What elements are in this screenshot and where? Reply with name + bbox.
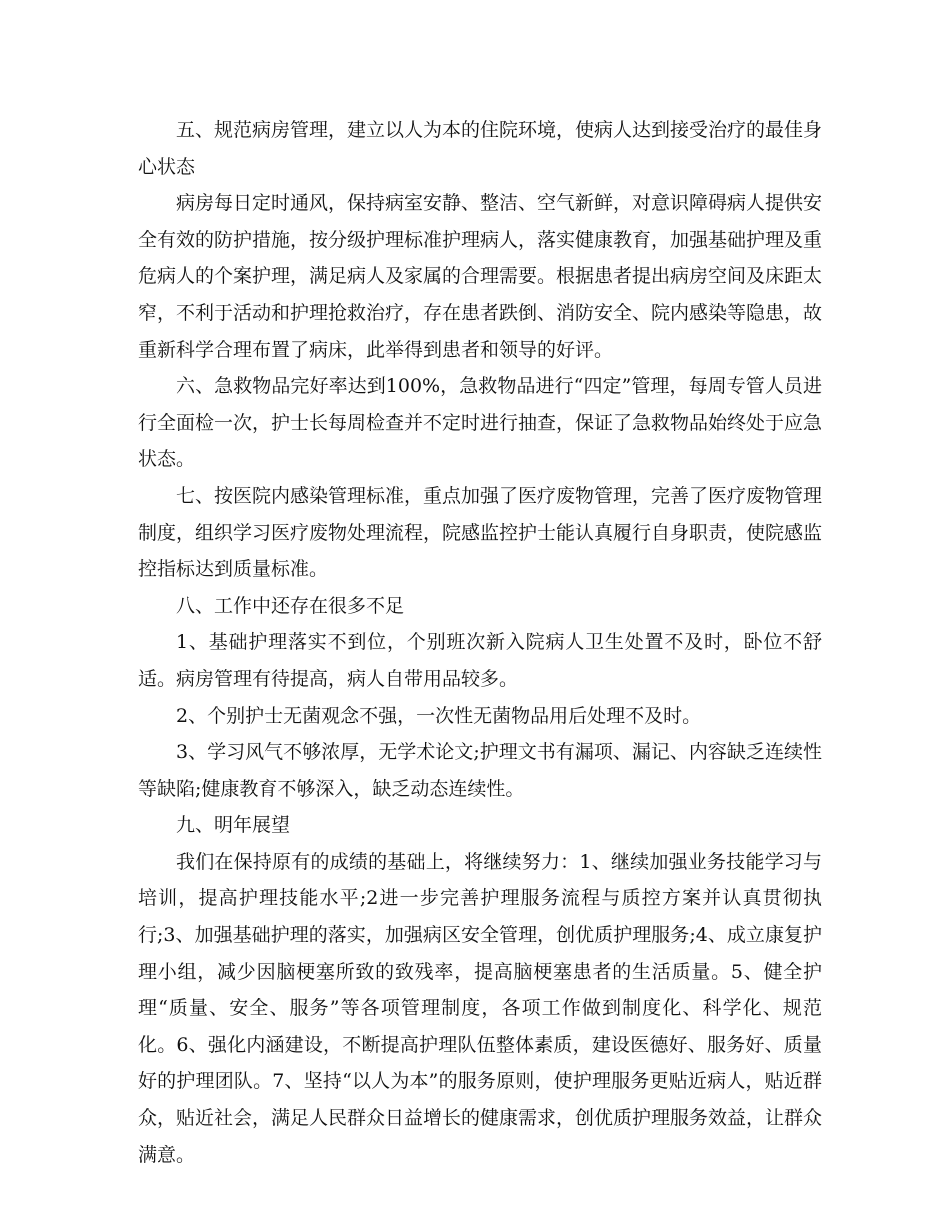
list-item-shortcoming-3: 3、学习风气不够浓厚，无学术论文;护理文书有漏项、漏记、内容缺乏连续性等缺陷;健康教育不够深入，缺乏动态连续性。: [138, 741, 822, 800]
paragraph-outlook-details: 我们在保持原有的成绩的基础上，将继续努力：1、继续加强业务技能学习与培训，提高护理技能水平;2进一步完善护理服务流程与质控方案并认真贯彻执行;3、加强基础护理的落实，加强病区安全管理，创优质护理服务;4、成立康复护理小组，减少因脑梗塞所致的致残率，提高脑梗塞患者的生活质量。5、健全护理“质量、安全、服务”等各项管理制度，各项工作做到制度化、科学化、规范化。6、强化内涵建设，不断提高护理队伍整体素质，建设医德好、服务好、质量好的护理团队。7、坚持“以人为本”的服务原则，使护理服务更贴近病人，贴近群众，贴近社会，满足人民群众日益增长的健康需求，创优质护理服务效益，让群众满意。: [138, 850, 823, 1166]
list-item-shortcoming-2: 2、个别护士无菌观念不强，一次性无菌物品用后处理不及时。: [176, 704, 702, 727]
document-body: [138, 112, 822, 1173]
section-heading-shortcomings: 八、工作中还存在很多不足: [176, 594, 405, 617]
paragraph-ward-details: 病房每日定时通风，保持病室安静、整洁、空气新鲜，对意识障碍病人提供安全有效的防护措施，按分级护理标准护理病人，落实健康教育，加强基础护理及重危病人的个案护理，满足病人及家属的合理需要。根据患者提出病房空间及床距太窄，不利于活动和护理抢救治疗，存在患者跌倒、消防安全、院内感染等隐患，故重新科学合理布置了病床，此举得到患者和领导的好评。: [138, 192, 823, 361]
paragraph-emergency-supplies: 六、急救物品完好率达到100%，急救物品进行“四定”管理，每周专管人员进行全面检一次，护士长每周检查并不定时进行抽查，保证了急救物品始终处于应急状态。: [138, 375, 823, 471]
paragraph-infection-control: 七、按医院内感染管理标准，重点加强了医疗废物管理，完善了医疗废物管理制度，组织学习医疗废物处理流程，院感监控护士能认真履行自身职责，使院感监控指标达到质量标准。: [138, 484, 823, 581]
section-heading-outlook: 九、明年展望: [176, 814, 291, 837]
section-heading-ward-management: 五、规范病房管理，建立以人为本的住院环境，使病人达到接受治疗的最佳身心状态: [138, 119, 823, 178]
list-item-shortcoming-1: 1、基础护理落实不到位，个别班次新入院病人卫生处置不及时，卧位不舒适。病房管理有待提高，病人自带用品较多。: [138, 631, 822, 690]
